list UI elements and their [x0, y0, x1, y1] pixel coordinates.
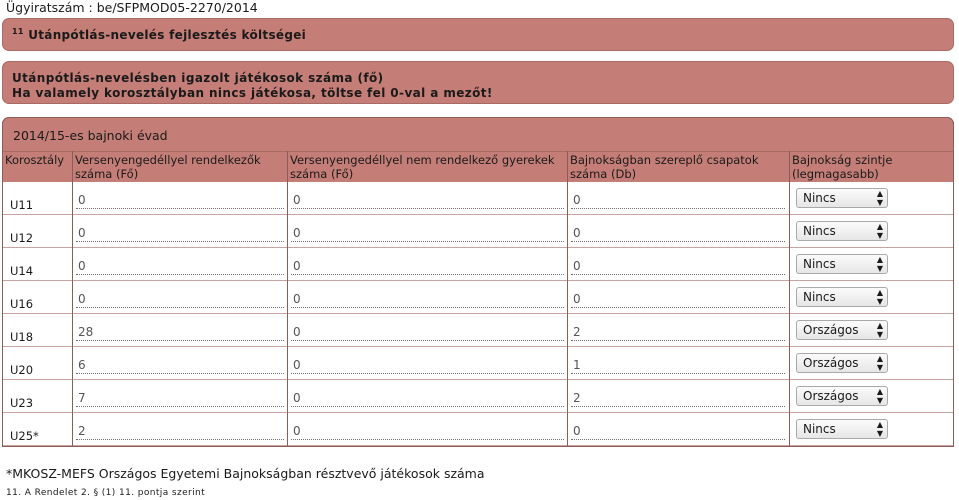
updown-arrow-icon: ▲ ▼: [876, 420, 883, 438]
league-level-value: Nincs: [803, 257, 836, 271]
unlicensed-count-input[interactable]: 0: [291, 193, 564, 209]
unlicensed-count-input[interactable]: 0: [291, 358, 564, 374]
licensed-count-input[interactable]: 7: [76, 391, 284, 407]
row-age-label: U16: [10, 297, 34, 311]
licensed-count-input[interactable]: 0: [76, 292, 284, 308]
licensed-count-input[interactable]: 0: [76, 259, 284, 275]
header-teams: Bajnokságban szereplő csapatok száma (Db): [567, 151, 789, 182]
teams-count-input[interactable]: 0: [571, 424, 785, 440]
licensed-count-input[interactable]: 0: [76, 193, 284, 209]
table-border: [2, 117, 954, 447]
league-level-value: Nincs: [803, 290, 836, 304]
row-age-label: U18: [10, 330, 34, 344]
updown-arrow-icon: ▲ ▼: [876, 189, 883, 207]
row-age-label: U20: [10, 363, 34, 377]
row-age-label: U11: [10, 198, 34, 212]
section-title: Utánpótlás-nevelés fejlesztés költségei: [28, 28, 307, 42]
notice-line-2: Ha valamely korosztályban nincs játékosa, töltse fel 0-val a mezőt!: [12, 86, 493, 100]
unlicensed-count-input[interactable]: 0: [291, 424, 564, 440]
updown-arrow-icon: ▲ ▼: [876, 387, 883, 405]
updown-arrow-icon: ▲ ▼: [876, 222, 883, 240]
header-unlicensed: Versenyengedéllyel nem rendelkező gyerekek száma (Fő): [287, 151, 567, 182]
updown-arrow-icon: ▲ ▼: [876, 354, 883, 372]
teams-count-input[interactable]: 1: [571, 358, 785, 374]
column-divider: [789, 151, 790, 447]
season-table: [2, 117, 954, 447]
licensed-count-input[interactable]: 28: [76, 325, 284, 341]
licensed-count-input[interactable]: 0: [76, 226, 284, 242]
league-level-value: Nincs: [803, 191, 836, 205]
league-level-value: Országos: [803, 356, 859, 370]
league-level-value: Nincs: [803, 224, 836, 238]
teams-count-input[interactable]: 0: [571, 226, 785, 242]
updown-arrow-icon: ▲ ▼: [876, 321, 883, 339]
league-level-value: Nincs: [803, 422, 836, 436]
licensed-count-input[interactable]: 2: [76, 424, 284, 440]
row-age-label: U14: [10, 264, 34, 278]
updown-arrow-icon: ▲ ▼: [876, 288, 883, 306]
season-title: 2014/15-es bajnoki évad: [13, 128, 168, 143]
section-header: [2, 18, 954, 51]
footnote: *MKOSZ-MEFS Országos Egyetemi Bajnokságban résztvevő játékosok száma: [6, 466, 485, 481]
column-divider: [567, 151, 568, 447]
notice-box: [2, 61, 954, 104]
teams-count-input[interactable]: 2: [571, 391, 785, 407]
header-age: Korosztály: [2, 151, 72, 182]
teams-count-input[interactable]: 2: [571, 325, 785, 341]
unlicensed-count-input[interactable]: 0: [291, 292, 564, 308]
notice-line-1: Utánpótlás-nevelésben igazolt játékosok száma (fő): [12, 71, 384, 85]
unlicensed-count-input[interactable]: 0: [291, 259, 564, 275]
row-age-label: U23: [10, 396, 34, 410]
league-level-value: Országos: [803, 323, 859, 337]
teams-count-input[interactable]: 0: [571, 292, 785, 308]
teams-count-input[interactable]: 0: [571, 259, 785, 275]
updown-arrow-icon: ▲ ▼: [876, 255, 883, 273]
row-age-label: U25*: [10, 429, 39, 443]
unlicensed-count-input[interactable]: 0: [291, 391, 564, 407]
licensed-count-input[interactable]: 6: [76, 358, 284, 374]
league-level-value: Országos: [803, 389, 859, 403]
legal-reference: 11. A Rendelet 2. § (1) 11. pontja szerint: [6, 488, 206, 498]
column-divider: [287, 151, 288, 447]
teams-count-input[interactable]: 0: [571, 193, 785, 209]
header-level: Bajnokság szintje (legmagasabb): [789, 151, 954, 182]
row-age-label: U12: [10, 231, 34, 245]
document-id: Ügyiratszám : be/SFPMOD05-2270/2014: [6, 0, 258, 15]
unlicensed-count-input[interactable]: 0: [291, 325, 564, 341]
section-number: 11: [12, 27, 24, 36]
column-divider: [72, 151, 73, 447]
unlicensed-count-input[interactable]: 0: [291, 226, 564, 242]
header-licensed: Versenyengedéllyel rendelkezők száma (Fő): [72, 151, 287, 182]
